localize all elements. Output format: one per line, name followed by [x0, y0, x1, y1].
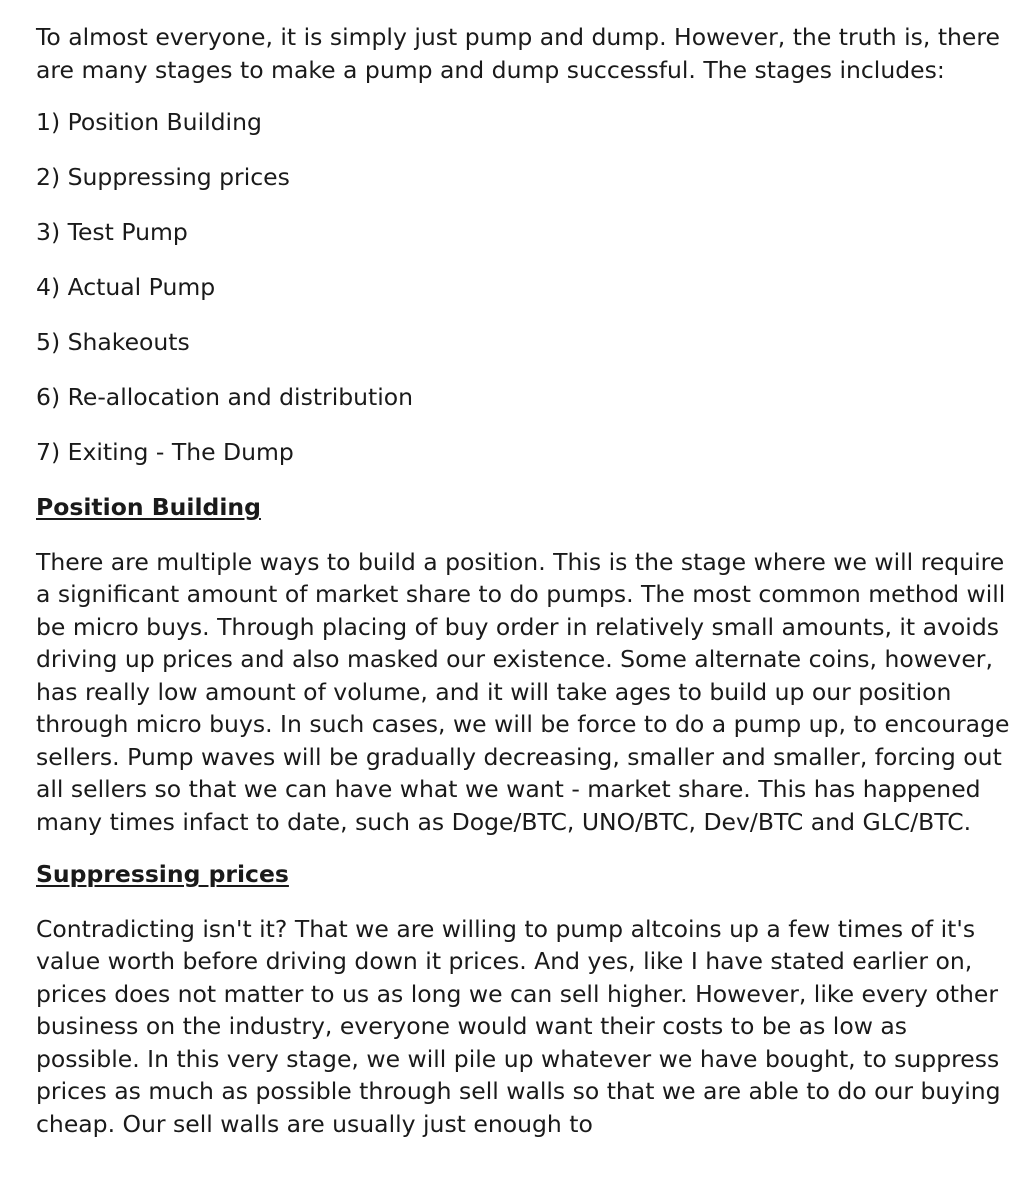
- section-body-suppressing-prices: Contradicting isn't it? That we are willing to pump altcoins up a few times of it's value worth before driving down it prices. And yes, like I have stated earlier on, prices does not matter to us as long we can sell higher. However, like every other business on the industry, everyone would want their costs to be as low as possible. In this very stage, we will pile up whatever we have bought, to suppress prices as much as possible through sell walls so that we are able to do our buying cheap. Our sell walls are usually just enough to: [36, 914, 1001, 1138]
- section-heading-position-building: Position Building: [36, 493, 261, 521]
- list-item: 3) Test Pump: [36, 218, 188, 246]
- list-item: 7) Exiting - The Dump: [36, 438, 294, 466]
- section-heading-suppressing-prices: Suppressing prices: [36, 860, 289, 888]
- stages-list: [36, 106, 1011, 469]
- list-item: 5) Shakeouts: [36, 328, 190, 356]
- intro-paragraph: To almost everyone, it is simply just pump and dump. However, the truth is, there are many stages to make a pump and dump successful. The stages includes:: [36, 23, 1000, 84]
- list-item: 4) Actual Pump: [36, 273, 216, 301]
- section-body-position-building: There are multiple ways to build a position. This is the stage where we will require a significant amount of market share to do pumps. The most common method will be micro buys. Through placing of buy order in relatively small amounts, it avoids driving up prices and also masked our existence. Some alternate coins, however, has really low amount of volume, and it will take ages to build up our position through micro buys. In such cases, we will be force to do a pump up, to encourage sellers. Pump waves will be gradually decreasing, smaller and smaller, forcing out all sellers so that we can have what we want - market share. This has happened many times infact to date, such as Doge/BTC, UNO/BTC, Dev/BTC and GLC/BTC.: [36, 547, 1010, 836]
- list-item: 1) Position Building: [36, 108, 262, 136]
- list-item: 2) Suppressing prices: [36, 163, 290, 191]
- list-item: 6) Re-allocation and distribution: [36, 383, 414, 411]
- document-page: [36, 21, 1011, 1140]
